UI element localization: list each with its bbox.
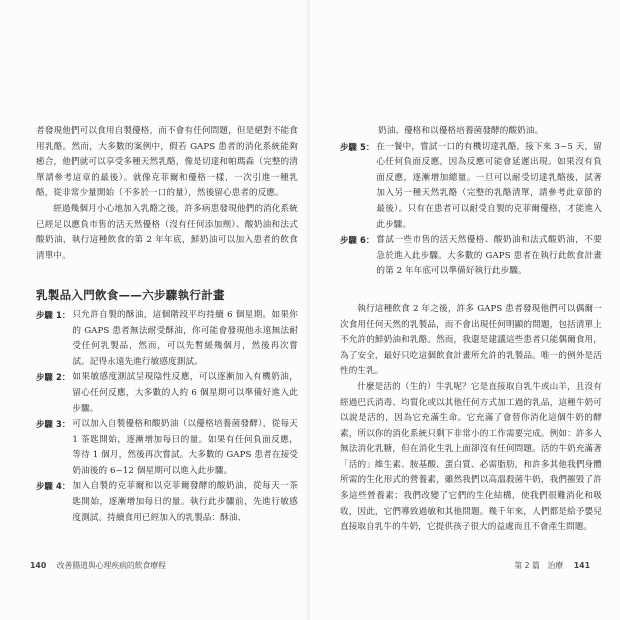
step-6 bbox=[340, 233, 602, 280]
left-text-column bbox=[36, 124, 298, 526]
step-label: 步驟 5： bbox=[340, 141, 375, 152]
step-label: 步驟 1： bbox=[36, 309, 71, 320]
running-title: 第 2 篇 治療 bbox=[514, 561, 564, 570]
step-text: 只允許自製的酥油，這個階段平均持續 6 個星期。如果你的 GAPS 患者無法耐受酥油，你可能會發現他永遠無法耐受任何乳製品，然而，可以先暫緩幾個月，然後再次嘗試。記得永遠先進行敏感度測試。 bbox=[72, 309, 298, 367]
step-3 bbox=[36, 417, 298, 479]
step-label: 步驟 4： bbox=[36, 481, 71, 492]
running-title: 改善腸道與心理疾病的飲食療程 bbox=[56, 561, 166, 570]
right-footer bbox=[514, 560, 590, 571]
step-5 bbox=[340, 140, 602, 234]
step-text: 可以加入自製優格和酸奶油（以優格培養菌發酵），從每天 1 茶匙開始，逐漸增加每日的量。如果有任何負面反應，等待 1 個月，然後再次嘗試。大多數的 GAPS 患者在接受奶油後的 6~12 個星期可以進入此步驟。 bbox=[72, 419, 298, 476]
right-text-column bbox=[340, 124, 602, 536]
section-heading: 乳製品入門飲食——六步驟執行計畫 bbox=[36, 288, 225, 303]
page-number: 141 bbox=[573, 561, 590, 570]
right-paragraph-2: 什麼是活的（生的）牛乳呢？它是直接取自乳牛或山羊，且沒有經過巴氏消毒、均質化或以其他任何方式加工過的乳品，這種牛奶可以說是活的，因為它充滿生命。它充滿了會替你消化這個牛奶的酵素，所以你的消化系統只剩下非常小的工作需要完成。例如：許多人無法消化乳糖，但在消化生乳上面卻沒有任何問題。活的牛奶充滿著「活的」維生素、胺基酸、蛋白質、必需脂肪，和許多其他我們身體所需的生化形式的營養素，雖然我們以高溫殺菌牛奶，我們摧毀了許多這些營養素；我們改變了它們的生化結構，使我們很難消化和吸收，因此，它們導致過敏和其他問題。幾千年來，人們都是給予嬰兒直接取自乳牛的牛奶，它提供孩子很大的益處而且不會產生問題。 bbox=[340, 381, 602, 533]
step-label: 步驟 6： bbox=[340, 235, 375, 246]
step-text: 嘗試一些市售的活天然優格、酸奶油和法式酸奶油，不要急於進入此步驟。大多數的 GAPS 患者在執行此飲食計畫的第 2 年年底可以準備好執行此步驟。 bbox=[376, 235, 602, 277]
left-paragraph-1: 者發現他們可以食用自製優格，而不會有任何問題，但是絕對不能食用乳酪。然而，大多數的案例中，假若 GAPS 患者的消化系統能夠癒合，他們就可以享受多種天然乳酪，像是切達和帕瑪森（完整的清單請參考這章的最後）。就像克菲爾和優格一樣，一次引進一種乳酪，從非常少量開始（不多於一口的量），然後留心患者的反應。 bbox=[36, 126, 298, 199]
page-number: 140 bbox=[30, 561, 47, 570]
step-text: 如果敏感度測試呈現陰性反應，可以逐漸加入有機奶油，留心任何反應，大多數的人約 6 個星期可以準備好進入此步驟。 bbox=[72, 372, 298, 414]
step-2 bbox=[36, 370, 298, 417]
step-1 bbox=[36, 308, 298, 370]
step-text: 加入自製的克菲爾和以克菲爾發酵的酸奶油，從每天一茶匙開始，逐漸增加每日的量。執行此步驟前，先進行敏感度測試。持續食用已經加入的乳製品：酥油、 bbox=[72, 481, 298, 523]
step-label: 步驟 2： bbox=[36, 372, 71, 383]
step-4-continuation: 奶油、優格和以優格培養菌發酵的酸奶油。 bbox=[378, 126, 544, 136]
left-footer bbox=[30, 560, 166, 571]
step-label: 步驟 3： bbox=[36, 419, 71, 430]
step-text: 在一餐中，嘗試一口的有機切達乳酪，接下來 3~5 天，留心任何負面反應，因為反應可能會延遲出現。如果沒有負面反應，逐漸增加總量。一旦可以耐受切達乳酪後，試著加入另一種天然乳酪（完整的乳酪清單，請參考此章節的最後）。只有在患者可以耐受自製的克菲爾優格，才能進入此步驟。 bbox=[376, 141, 602, 230]
right-paragraph-1: 執行這種飲食 2 年之後，許多 GAPS 患者發現他們可以偶爾一次食用任何天然的乳製品，而不會出現任何明顯的問題，包括清單上不允許的鮮奶油和乳酪。然而，我還是建議這些患者只能偶爾食用，為了安全，最好只吃這個飲食計畫所允許的乳製品。唯一的例外是活性的生乳。 bbox=[340, 303, 602, 377]
step-4 bbox=[36, 479, 298, 526]
left-paragraph-2: 經過幾個月小心地加入乳酪之後，許多病患發現他們的消化系統已經足以應負市售的活天然優格（沒有任何添加劑）、酸奶油和法式酸奶油，執行這種飲食的第 2 年年底，鮮奶油可以加入患者的飲食清單中。 bbox=[36, 203, 298, 261]
